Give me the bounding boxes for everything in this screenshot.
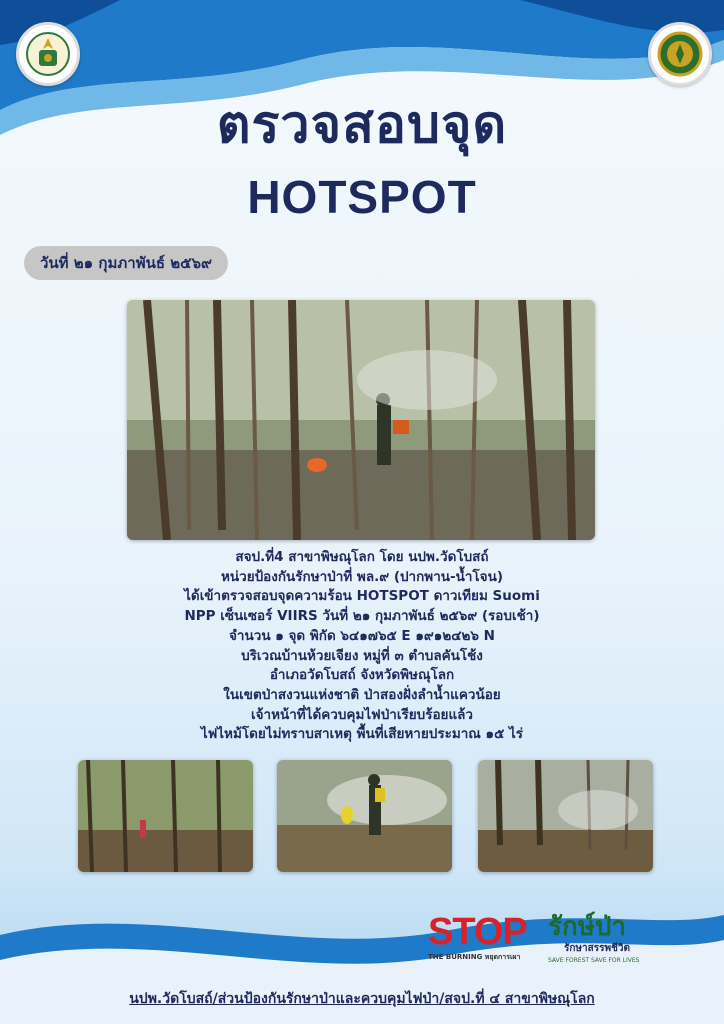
report-line: สจป.ที่4 สาขาพิษณุโลก โดย นปพ.วัดโบสถ์ (235, 549, 489, 565)
stop-subtitle: THE BURNING หยุดการเผา (428, 953, 521, 961)
report-line: อำเภอวัดโบสถ์ จังหวัดพิษณุโลก (269, 667, 455, 684)
forest-photo-2 (277, 760, 452, 872)
date-badge: วันที่ ๒๑ กุมภาพันธ์ ๒๕๖๙ (24, 246, 228, 280)
report-line: ไฟไหม้โดยไม่ทราบสาเหตุ พื้นที่เสียหายประมาณ ๑๕ ไร่ (200, 726, 524, 743)
emblem-icon (25, 31, 71, 77)
emblem-logo (16, 22, 80, 86)
rak-pa-subtitle: รักษาสรรพชีวิต (564, 943, 630, 954)
footer-credit: นปพ.วัดโบสถ์/ส่วนป้องกันรักษาป่าและควบคุมไฟป่า/สจป.ที่ ๔ สาขาพิษณุโลก (129, 991, 595, 1007)
report-line: NPP เซ็นเซอร์ VIIRS วันที่ ๒๑ กุมภาพันธ์ ๒๕๖๙ (รอบเช้า) (184, 608, 540, 625)
report-line: ได้เข้าตรวจสอบจุดความร้อน HOTSPOT ดาวเทียม Suomi (184, 588, 540, 605)
report-line: เจ้าหน้าที่ได้ควบคุมไฟป่าเรียบร้อยแล้ว (250, 706, 474, 723)
stop-word: STOP (428, 911, 527, 953)
page-title-english: HOTSPOT (247, 171, 477, 223)
forest-photo-3 (478, 760, 653, 872)
seal-logo (648, 22, 712, 86)
main-forest-photo (127, 300, 595, 540)
rak-pa-tagline: SAVE FOREST SAVE FOR LIVES (548, 957, 640, 964)
report-line: บริเวณบ้านห้วยเจียง หมู่ที่ ๓ ตำบลคันโช้ง (241, 647, 483, 664)
report-line: ในเขตป่าสงวนแห่งชาติ ป่าสองฝั่งลำน้ำแควน้อย (223, 686, 501, 703)
stop-burning-logo (428, 912, 540, 968)
report-text (90, 548, 634, 745)
forest-photo-1 (78, 760, 253, 872)
report-line: หน่วยป้องกันรักษาป่าที่ พล.๙ (ปากพาน-น้ำโจน) (220, 568, 503, 585)
page-title-thai: ตรวจสอบจุด (216, 95, 508, 155)
rak-pa-title: รักษ์ป่า (548, 912, 626, 942)
save-forest-logo (548, 912, 688, 974)
seal-icon (657, 31, 703, 77)
report-line: จำนวน ๑ จุด พิกัด ๖๔๑๗๖๕ E ๑๙๑๒๔๒๖ N (229, 627, 495, 644)
